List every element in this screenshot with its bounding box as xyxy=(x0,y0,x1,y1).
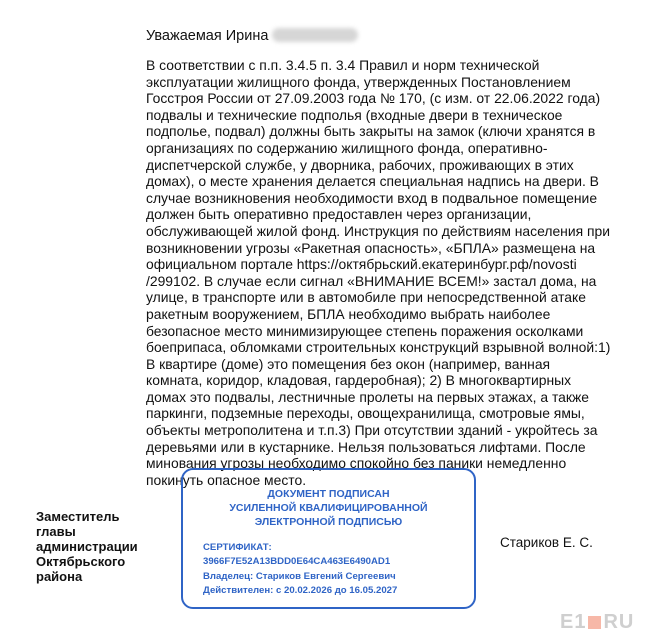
e1-watermark-logo xyxy=(560,611,634,634)
body-line: деревьями или в кустарнике. Нельзя пользоваться лифтами. После xyxy=(146,438,586,455)
body-line: объекты метрополитена и т.п.3) При отсутствии зданий - укройтесь за xyxy=(146,422,598,439)
redacted-surname xyxy=(272,28,358,42)
body-line: Госстроя России от 27.09.2003 года № 170, (с изм. от 22.06.2022 года) xyxy=(146,90,601,107)
certificate-owner: Владелец: Стариков Евгений Сергеевич xyxy=(203,570,396,582)
position-line: главы xyxy=(36,524,76,539)
body-line: подполье, подвал) должны быть закрыты на замок (ключи хранятся в xyxy=(146,123,596,140)
watermark-square-icon xyxy=(588,616,601,629)
body-line: должен быть оперативно предоставлен через организации, xyxy=(146,206,532,223)
position-line: района xyxy=(36,569,83,584)
stamp-title-line: ЭЛЕКТРОННОЙ ПОДПИСЬЮ xyxy=(254,516,403,528)
body-line: комната, коридор, кладовая, гардеробная); 2) В многоквартирных xyxy=(146,372,572,389)
electronic-signature-stamp xyxy=(181,468,476,609)
body-line: В квартире (доме) это помещения без окон (например, ванная xyxy=(146,355,551,372)
greeting xyxy=(146,28,358,44)
letter-body xyxy=(146,57,610,488)
body-line: случае возникновения необходимости вход в подвальное помещение xyxy=(146,189,598,206)
certificate-label: СЕРТИФИКАТ: xyxy=(203,542,272,553)
certificate-id: 3966F7E52A13BDD0E64CA463E6490AD1 xyxy=(203,556,391,568)
stamp-certificate-info xyxy=(203,541,397,598)
body-line: возникновении угрозы «Ракетная опасность», «БПЛА» размещена на xyxy=(146,239,596,256)
body-line: безопасное место минимизирующее степень поражения осколками xyxy=(146,322,584,339)
signer-name: Стариков Е. С. xyxy=(500,535,593,550)
body-line: минования угрозы необходимо спокойно без паники немедленно xyxy=(146,455,567,472)
body-line: диспетчерской службе, у дворника, рабочих, проживающих в этих xyxy=(146,156,574,173)
position-line: Заместитель xyxy=(36,509,120,524)
watermark-left: E1 xyxy=(560,611,587,633)
greeting-text: Уважаемая Ирина xyxy=(146,28,269,44)
body-line: /299102. В случае если сигнал «ВНИМАНИЕ ВСЕМ!» застал дома, на xyxy=(146,272,597,289)
stamp-title xyxy=(183,487,474,529)
position-line: администрации xyxy=(36,539,138,554)
body-line: ракетным вооружением, БПЛА необходимо выбрать наиболее xyxy=(146,305,551,322)
stamp-title-line: УСИЛЕННОЙ КВАЛИФИЦИРОВАННОЙ xyxy=(229,502,428,514)
body-line: домах), о месте хранения делается специальная надпись на двери. В xyxy=(146,173,599,190)
body-line: домах это подвалы, лестничные пролеты на первых этажах, а также xyxy=(146,388,589,405)
body-line: организациях по содержанию жилищного фонда, оперативно- xyxy=(146,139,548,156)
body-line: боеприпаса, обломками строительных конструкций взрывной волной:1) xyxy=(146,339,611,356)
body-line: обслуживающей жилой фонд. Инструкция по действиям населения при xyxy=(146,222,610,239)
body-line: эксплуатации жилищного фонда, утвержденных Постановлением xyxy=(146,73,571,90)
watermark-right: RU xyxy=(603,611,635,633)
body-line: паркинги, подземные переходы, овощехранилища, смотровые ямы, xyxy=(146,405,585,422)
position-line: Октябрьского xyxy=(36,554,126,569)
signatory-position xyxy=(36,509,138,584)
stamp-title-line: ДОКУМЕНТ ПОДПИСАН xyxy=(267,488,390,500)
body-line: улице, в транспорте или в автомобиле при непосредственной атаке xyxy=(146,289,586,306)
body-line-link: официальном портале https://октябрьский.екатеринбург.рф/novosti xyxy=(146,256,577,273)
body-line: покинуть опасное место. xyxy=(146,471,307,488)
body-line: В соответствии с п.п. 3.4.5 п. 3.4 Правил и норм технической xyxy=(146,57,540,73)
body-line: подвалы и технические подполья (входные двери в техническое xyxy=(146,106,563,123)
certificate-validity: Действителен: с 20.02.2026 до 16.05.2027 xyxy=(203,584,398,596)
